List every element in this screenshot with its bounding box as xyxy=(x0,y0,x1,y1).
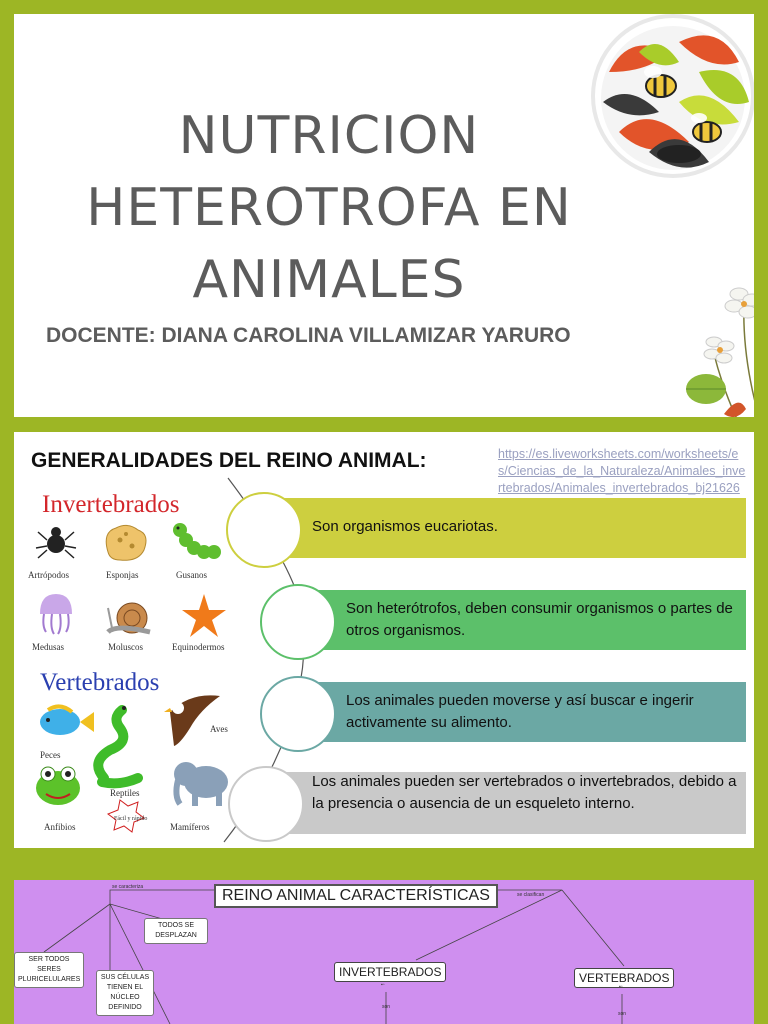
title-line-2: HETEROTROFA EN xyxy=(86,178,572,238)
box-invertebrados: INVERTEBRADOS xyxy=(334,962,446,982)
label-se-caracteriza: se caracteriza xyxy=(112,884,144,890)
box-celulas-nucleo: SUS CÉLULAS TIENEN EL NÚCLEO DEFINIDO xyxy=(96,970,154,1016)
box-vertebrados: VERTEBRADOS xyxy=(574,968,674,988)
label-moluscos: Moluscos xyxy=(108,642,144,652)
small-animal-icon-2: ▪▫ xyxy=(619,984,623,990)
label-reptiles: Reptiles xyxy=(110,788,140,798)
generalities-slide xyxy=(14,432,754,848)
label-mamiferos: Mamíferos xyxy=(170,822,210,832)
bees-flowers-illustration xyxy=(589,14,754,180)
feature-bar-2 xyxy=(300,590,746,650)
concept-map-slide xyxy=(14,880,754,1024)
label-anfibios: Anfibios xyxy=(44,822,76,832)
feature-text-2: Son heterótrofos, deben consumir organismos o partes de otros organismos. xyxy=(346,600,733,639)
label-aves: Aves xyxy=(210,724,228,734)
label-peces: Peces xyxy=(40,750,61,760)
teacher-name: DOCENTE: DIANA CAROLINA VILLAMIZAR YARURO xyxy=(46,324,571,347)
label-gusanos: Gusanos xyxy=(176,570,207,580)
small-animal-icon-1: ▪▫ xyxy=(381,982,385,988)
label-artropodos: Artrópodos xyxy=(28,570,69,580)
feature-bar-1 xyxy=(264,498,746,558)
feature-text-3: Los animales pueden moverse y así buscar e ingerir activamente su alimento. xyxy=(346,692,694,731)
feature-circle-4 xyxy=(228,766,304,842)
worksheet-link[interactable]: https://es.liveworksheets.com/worksheets/es/Ciencias_de_la_Naturaleza/Animales_invertebrados/Animales_invertebrados_bj21626 xyxy=(498,447,746,495)
slide-heading: GENERALIDADES DEL REINO ANIMAL: xyxy=(31,449,427,472)
title-slide xyxy=(14,14,754,417)
slide-title xyxy=(34,100,624,316)
feature-text-4: Los animales pueden ser vertebrados o invertebrados, debido a la presencia o ausencia de un esqueleto interno. xyxy=(312,773,737,812)
box-pluricelulares: SER TODOS SERES PLURICELULARES xyxy=(14,952,84,988)
label-se-clasifican: se clasifican xyxy=(517,892,545,898)
feature-text-1: Son organismos eucariotas. xyxy=(312,518,498,535)
box-todos-desplazan: TODOS SE DESPLAZAN xyxy=(144,918,208,944)
white-flowers-decoration xyxy=(684,284,754,417)
label-esponjas: Esponjas xyxy=(106,570,139,580)
concept-map-title: REINO ANIMAL CARACTERÍSTICAS xyxy=(214,884,498,908)
label-son-2: son xyxy=(618,1011,627,1017)
feature-circle-3 xyxy=(260,676,336,752)
feature-circle-2 xyxy=(260,584,336,660)
invertebrados-title: Invertebrados xyxy=(42,491,180,518)
label-medusas: Medusas xyxy=(32,642,64,652)
label-son-1: son xyxy=(382,1004,391,1010)
feature-bar-3 xyxy=(300,682,746,742)
feature-bar-4 xyxy=(266,772,746,834)
label-equinodermos: Equinodermos xyxy=(172,642,225,652)
vertebrados-title: Vertebrados xyxy=(40,669,160,696)
title-line-1: NUTRICION xyxy=(178,106,480,166)
title-line-3: ANIMALES xyxy=(192,250,466,310)
badge-text: Fácil y rápido xyxy=(114,816,148,822)
feature-circle-1 xyxy=(226,492,302,568)
